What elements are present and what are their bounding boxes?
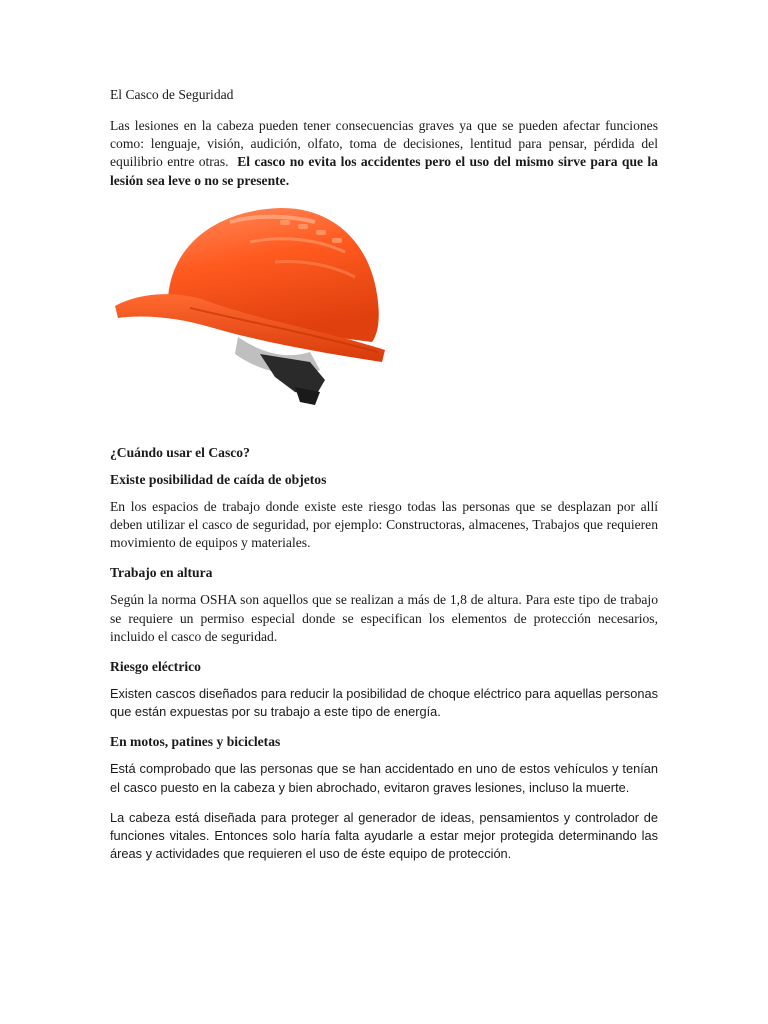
closing-paragraph: La cabeza está diseñada para proteger al generador de ideas, pensamientos y controlador de funciones vitales. Entonces solo haría falta ayudarle a estar mejor protegida determinando las áreas y actividades que requieren el uso de éste equipo de protección. (110, 809, 658, 862)
section-heading-electrical-risk: Riesgo eléctrico (110, 659, 201, 675)
intro-paragraph (110, 117, 658, 190)
section-question-heading: ¿Cuándo usar el Casco? (110, 444, 250, 460)
orange-safety-helmet-icon (110, 202, 400, 412)
section-text-electrical-risk: Existen cascos diseñados para reducir la posibilidad de choque eléctrico para aquellas personas que están expuestas por su trabajo a este tipo de energía. (110, 686, 658, 720)
helmet-image (110, 202, 410, 432)
section-text-falling-objects: En los espacios de trabajo donde existe este riesgo todas las personas que se desplazan por allí deben utilizar el casco de seguridad, por ejemplo: Constructoras, almacenes, Trabajos que requieren movimiento de equipos y materiales. (110, 498, 658, 551)
section-text-vehicles: Está comprobado que las personas que se han accidentado en uno de estos vehículos y tenían el casco puesto en la cabeza y bien abrochado, evitaron graves lesiones, incluso la muerte. (110, 761, 658, 795)
intro-bold-text: El casco no evita los accidentes pero el uso del mismo sirve para que la lesión sea leve o no se presente. (110, 154, 658, 188)
section-heading-height-work: Trabajo en altura (110, 565, 213, 581)
document-title: El Casco de Seguridad (110, 87, 234, 102)
intro-plain-text: Las lesiones en la cabeza pueden tener consecuencias graves ya que se pueden afectar funciones como: lenguaje, visión, audición, olfato, toma de decisiones, lentitud para pensar, pérdida del equilibrio entre otras. (110, 118, 658, 170)
section-heading-vehicles: En motos, patines y bicicletas (110, 734, 281, 750)
section-text-height-work: Según la norma OSHA son aquellos que se realizan a más de 1,8 de altura. Para este tipo de trabajo se requiere un permiso especial donde se especifican los elementos de protección necesarios, incluido el casco de seguridad. (110, 592, 658, 644)
section-heading-falling-objects: Existe posibilidad de caída de objetos (110, 471, 327, 487)
